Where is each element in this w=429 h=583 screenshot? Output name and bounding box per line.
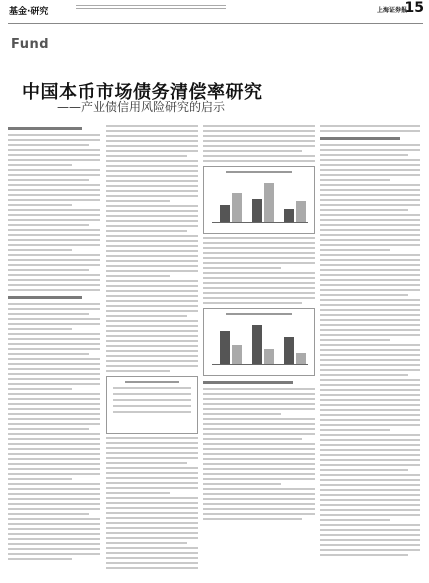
- issue-meta: [76, 3, 226, 11]
- article-title: 中国本币市场债务清偿率研究: [22, 82, 263, 103]
- newspaper-name: 上海证券报: [376, 7, 407, 14]
- text-column-4: [320, 122, 420, 559]
- text-column-3: [203, 122, 315, 523]
- page-number: 15: [404, 0, 424, 16]
- bar-chart-figure-2: [203, 308, 315, 376]
- bar-chart-figure-1: [203, 166, 315, 234]
- text-column-2: [106, 122, 198, 572]
- header-rule: [8, 23, 423, 24]
- section-word: Fund: [11, 37, 50, 52]
- table-figure: [106, 376, 198, 434]
- text-column-1: [8, 122, 100, 563]
- article-subtitle: ——产业债信用风险研究的启示: [57, 100, 226, 114]
- section-name: 基金·研究: [9, 7, 49, 17]
